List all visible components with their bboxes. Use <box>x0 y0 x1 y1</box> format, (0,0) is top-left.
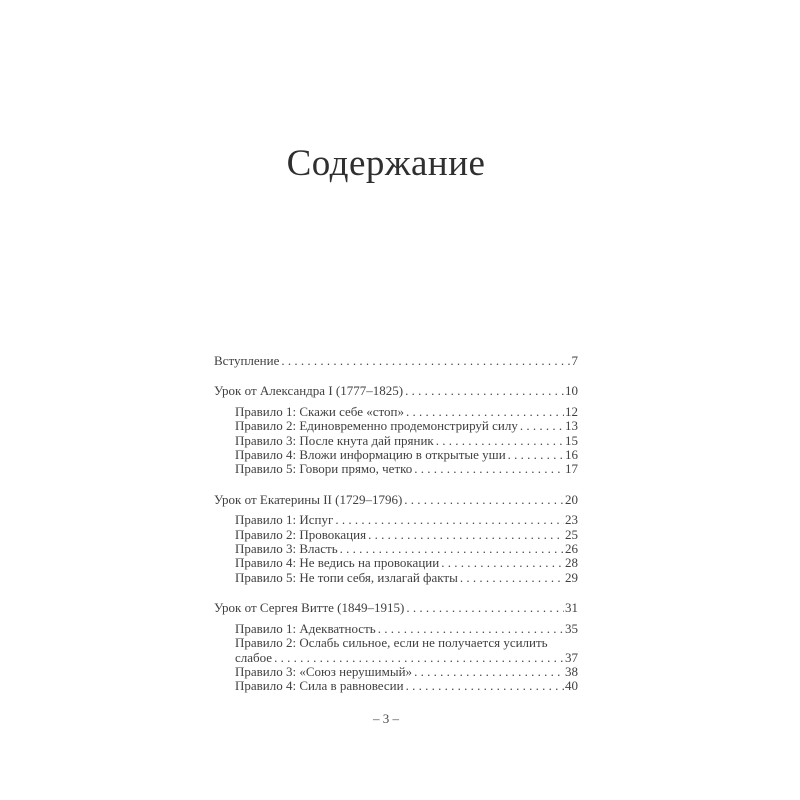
toc-entry-label: Правило 4: Не ведись на провокации <box>235 555 440 571</box>
toc-entry-row <box>235 513 578 527</box>
toc-entry-page-number: 25 <box>565 526 578 542</box>
toc-entry-page-number: 29 <box>565 569 578 585</box>
toc-entry-row <box>235 419 578 433</box>
toc-entry-label: Правило 5: Не топи себя, излагай факты <box>235 569 458 585</box>
toc-rule-entry <box>214 419 578 433</box>
toc-leader-dots <box>376 622 564 636</box>
toc-entry-row <box>235 434 578 448</box>
toc-rule-entry <box>214 405 578 419</box>
toc-rule-entry <box>214 542 578 556</box>
toc-entry-label: Урок от Сергея Витте (1849–1915) <box>214 600 405 616</box>
toc-leader-dots <box>272 651 564 665</box>
toc-leader-dots <box>402 493 564 507</box>
toc-rule-entry <box>214 434 578 448</box>
toc-rule-entry <box>214 528 578 542</box>
toc-entry-row <box>235 665 578 679</box>
toc-entry-page-number: 40 <box>565 678 578 694</box>
toc-entry-page-number: 10 <box>565 383 578 399</box>
toc-leader-dots <box>439 556 564 570</box>
toc-entry-page-number: 13 <box>565 418 578 434</box>
toc-entry-page-number: 17 <box>565 461 578 477</box>
toc-entry-label: Правило 3: Власть <box>235 541 338 557</box>
toc-entry-label: Правило 1: Адекватность <box>235 620 376 636</box>
toc-section-entry <box>214 493 578 507</box>
toc-entry-row <box>214 601 578 615</box>
toc-entry-label: Правило 1: Скажи себе «стоп» <box>235 403 404 419</box>
toc-leader-dots <box>412 665 564 679</box>
toc-entry-row <box>235 405 578 419</box>
toc-entry-label: Правило 2: Ослабь сильное, если не получается усилить <box>235 635 548 651</box>
toc-leader-dots <box>404 601 564 615</box>
toc-entry-page-number: 7 <box>571 353 578 368</box>
toc-leader-dots <box>518 419 564 433</box>
toc-entry-row <box>235 542 578 556</box>
toc-rule-entry <box>214 462 578 476</box>
toc-leader-dots <box>404 679 564 693</box>
toc-leader-dots <box>412 462 564 476</box>
toc-entry-page-number: 16 <box>565 447 578 463</box>
toc-entry-label: Урок от Александра I (1777–1825) <box>214 383 404 399</box>
toc-entry-page-number: 23 <box>565 512 578 528</box>
toc-entry-page-number: 20 <box>565 491 578 507</box>
toc-entry-label: Урок от Екатерины II (1729–1796) <box>214 491 403 507</box>
folio-page-number: – 3 – <box>373 711 399 726</box>
toc-entry-page-number: 26 <box>565 541 578 557</box>
toc-entry-row <box>235 462 578 476</box>
toc-entry-page-number: 37 <box>565 649 578 665</box>
toc-entry-page-number: 28 <box>565 555 578 571</box>
toc-rule-entry <box>214 448 578 462</box>
toc-entry-label: слабое <box>235 649 273 665</box>
table-of-contents <box>214 354 578 694</box>
page-title: Содержание <box>286 143 486 184</box>
toc-entry-label: Правило 3: «Союз нерушимый» <box>235 663 413 679</box>
toc-entry-row <box>214 493 578 507</box>
toc-section-entry <box>214 601 578 615</box>
toc-leader-dots <box>506 448 564 462</box>
toc-rule-entry <box>214 556 578 570</box>
toc-entry-row <box>214 354 578 368</box>
toc-entry-label: Правило 5: Говори прямо, четко <box>235 461 413 477</box>
toc-entry-page-number: 35 <box>565 620 578 636</box>
toc-entry-row <box>214 384 578 398</box>
toc-entry-row <box>235 448 578 462</box>
toc-leader-dots <box>434 434 564 448</box>
toc-leader-dots <box>338 542 564 556</box>
toc-entry-page-number: 31 <box>565 600 578 616</box>
toc-entry-row <box>235 528 578 542</box>
toc-entry-row <box>235 622 578 636</box>
toc-entry-row <box>235 679 578 693</box>
toc-rule-entry <box>214 622 578 636</box>
toc-entry-label: Правило 4: Сила в равновесии <box>235 678 404 694</box>
toc-rule-entry <box>214 513 578 527</box>
toc-rule-entry <box>214 636 578 665</box>
toc-entry-label: Вступление <box>214 353 280 368</box>
toc-rule-entry <box>214 665 578 679</box>
toc-leader-dots <box>404 405 564 419</box>
toc-entry-page-number: 38 <box>565 663 578 679</box>
toc-entry-row <box>235 636 578 650</box>
toc-rule-entry <box>214 679 578 693</box>
toc-leader-dots <box>403 384 564 398</box>
toc-entry-label: Правило 1: Испуг <box>235 512 334 528</box>
toc-leader-dots <box>458 571 564 585</box>
toc-entry-label: Правило 4: Вложи информацию в открытые уши <box>235 447 506 463</box>
toc-section-entry <box>214 354 578 368</box>
toc-leader-dots <box>279 354 570 368</box>
toc-entry-label: Правило 3: После кнута дай пряник <box>235 432 434 448</box>
toc-entry-page-number: 15 <box>565 432 578 448</box>
toc-entry-label: Правило 2: Единовременно продемонстрируй силу <box>235 418 518 434</box>
toc-leader-dots <box>333 513 564 527</box>
toc-entry-row <box>235 556 578 570</box>
toc-entry-row <box>235 651 578 665</box>
toc-entry-page-number: 12 <box>565 403 578 419</box>
toc-leader-dots <box>366 528 564 542</box>
toc-section-entry <box>214 384 578 398</box>
toc-rule-entry <box>214 571 578 585</box>
toc-entry-label: Правило 2: Провокация <box>235 526 367 542</box>
toc-entry-row <box>235 571 578 585</box>
